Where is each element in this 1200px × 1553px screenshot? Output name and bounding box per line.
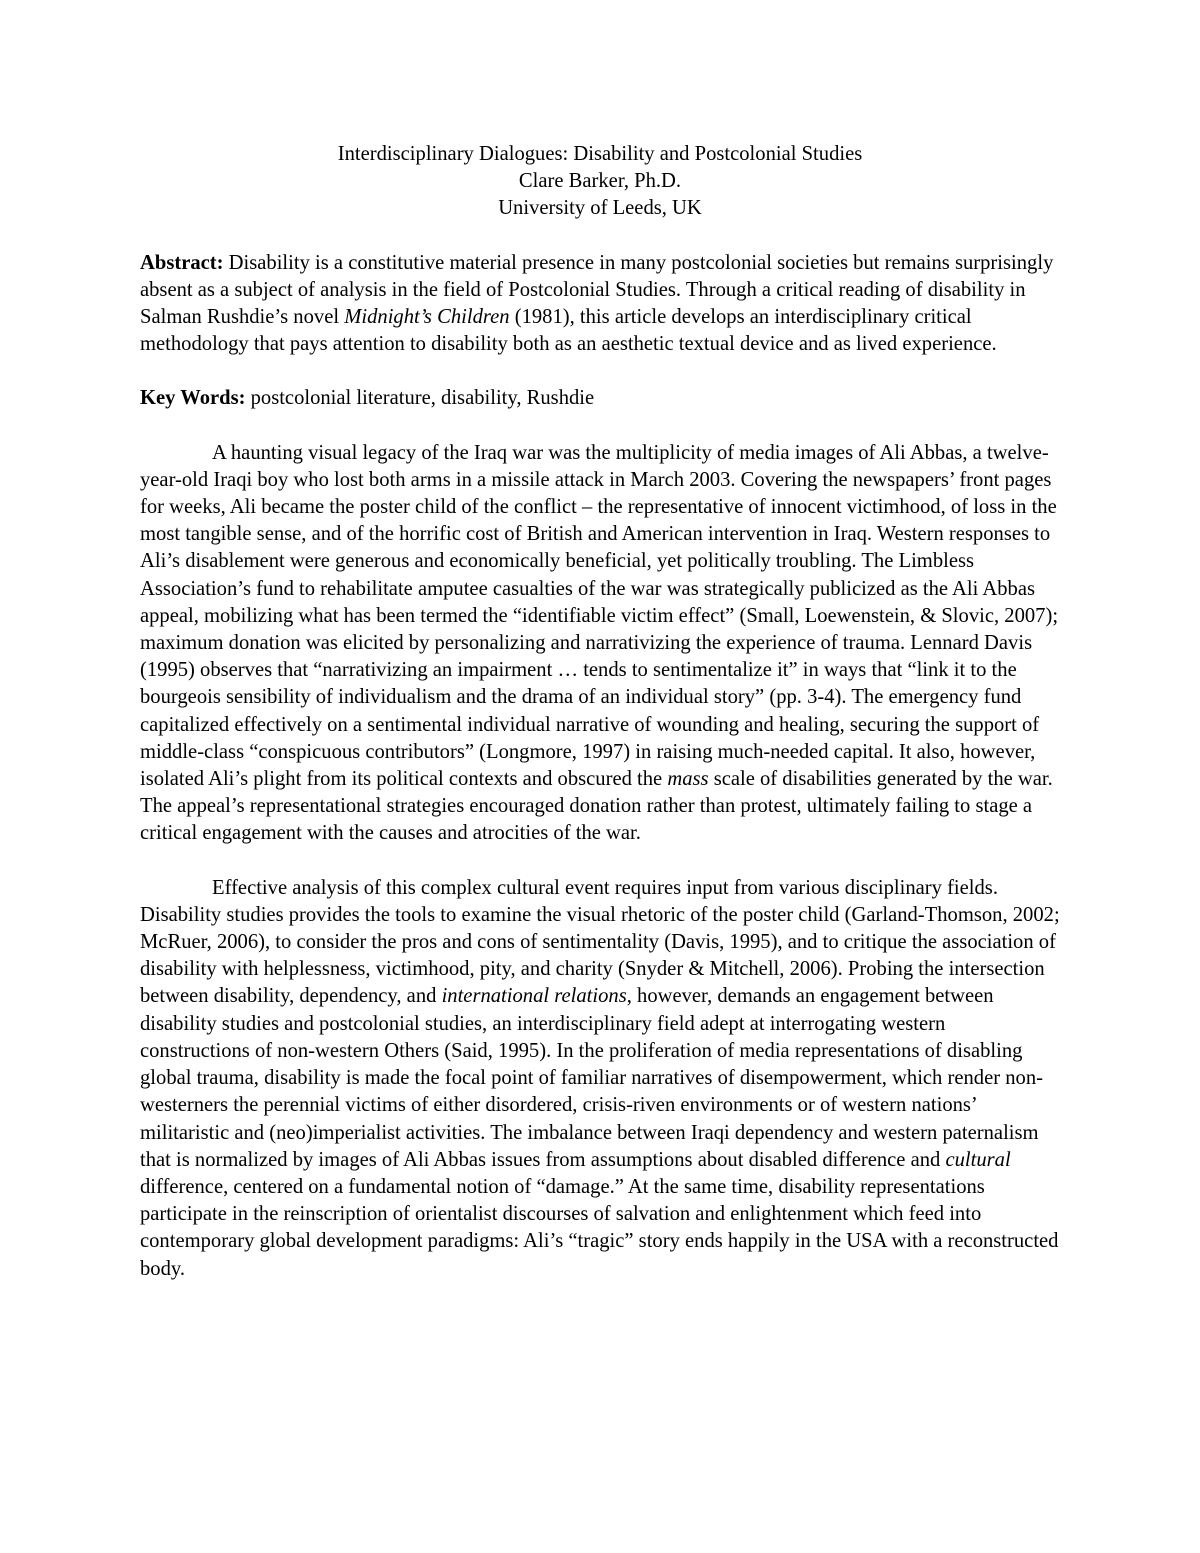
page-content: [140, 141, 1060, 1283]
paragraph-2-emphasis-1: international relations: [441, 985, 627, 1008]
body-paragraph-2: [140, 875, 1060, 1283]
keywords-text: postcolonial literature, disability, Rushdie: [245, 387, 595, 410]
paragraph-2-emphasis-2: cultural: [945, 1148, 1011, 1171]
paragraph-1-text-start: A haunting visual legacy of the Iraq war was the multiplicity of media images of Ali Abbas, a twelve-year-old Iraqi boy who lost both arms in a missile attack in March 2003. Covering the newspapers’ front pages for weeks, Ali became the poster child of the conflict – the representative of innocent victimhood, of loss in the most tangible sense, and of the horrific cost of British and American intervention in Iraq. Western responses to Ali’s disablement were generous and economically beneficial, yet politically troubling. The Limbless Association’s fund to rehabilitate amputee casualties of the war was strategically publicized as the Ali Abbas appeal, mobilizing what has been termed the “identifiable victim effect” (Small, Loewenstein, & Slovic, 2007); maximum donation was elicited by personalizing and narrativizing the experience of trauma. Lennard Davis (1995) observes that “narrativizing an impairment … tends to sentimentalize it” in ways that “link it to the bourgeois sensibility of individualism and the drama of an individual story” (pp. 3-4). The emergency fund capitalized effectively on a sentimental individual narrative of wounding and healing, securing the support of middle-class “conspicuous contributors” (Longmore, 1997) in raising much-needed capital. It also, however, isolated Ali’s plight from its political contexts and obscured the: [140, 441, 1059, 791]
paragraph-1-text-end: scale of disabilities generated by the war. The appeal’s representational strategies encouraged donation rather than protest, ultimately failing to stage a critical engagement with the causes and atrocities of the war.: [140, 768, 1053, 845]
article-header: [140, 141, 1060, 223]
body-paragraph-1: [140, 440, 1060, 848]
abstract: [140, 250, 1060, 359]
article-title: Interdisciplinary Dialogues: Disability and Postcolonial Studies: [337, 143, 863, 165]
paragraph-2-text-middle: , however, demands an engagement between disability studies and postcolonial studies, an interdisciplinary field adept at interrogating western constructions of non-western Others (Said, 1995). In the proliferation of media representations of disabling global trauma, disability is made the focal point of familiar narratives of disempowerment, which render non-westerners the perennial victims of either disordered, crisis-riven environments or of western nations’ militaristic and (neo)imperialist activities. The imbalance between Iraqi dependency and western paternalism that is normalized by images of Ali Abbas issues from assumptions about disabled difference and: [140, 985, 1043, 1171]
novel-title: Midnight’s Children: [344, 306, 510, 329]
paragraph-2-text-start: Effective analysis of this complex cultural event requires input from various disciplinary fields. Disability studies provides the tools to examine the visual rhetoric of the poster child (Garland-Thomson, 2002; McRuer, 2006), to consider the pros and cons of sentimentality (Davis, 1995), and to critique the association of disability with helplessness, victimhood, pity, and charity (Snyder & Mitchell, 2006). Probing the intersection between disability, dependency, and: [140, 876, 1060, 1008]
keywords-label: Key Words:: [140, 387, 246, 410]
keywords: [140, 385, 1060, 412]
abstract-label: Abstract:: [140, 251, 224, 274]
abstract-text-end: (1981), this article develops an interdisciplinary critical methodology that pays attention to disability both as an aesthetic textual device and as lived experience.: [140, 306, 997, 356]
author-name: Clare Barker, Ph.D.: [518, 170, 682, 193]
paragraph-1-emphasis: mass: [667, 768, 709, 791]
author-affiliation: University of Leeds, UK: [498, 197, 702, 220]
abstract-text-start: Disability is a constitutive material presence in many postcolonial societies but remains surprisingly absent as a subject of analysis in the field of Postcolonial Studies. Through a critical reading of disability in Salman Rushdie’s novel: [140, 251, 1054, 329]
paragraph-2-text-end: difference, centered on a fundamental notion of “damage.” At the same time, disability representations participate in the reinscription of orientalist discourses of salvation and enlightenment which feed into contemporary global development paradigms: Ali’s “tragic” story ends happily in the USA with a reconstructed body.: [140, 1175, 1059, 1280]
